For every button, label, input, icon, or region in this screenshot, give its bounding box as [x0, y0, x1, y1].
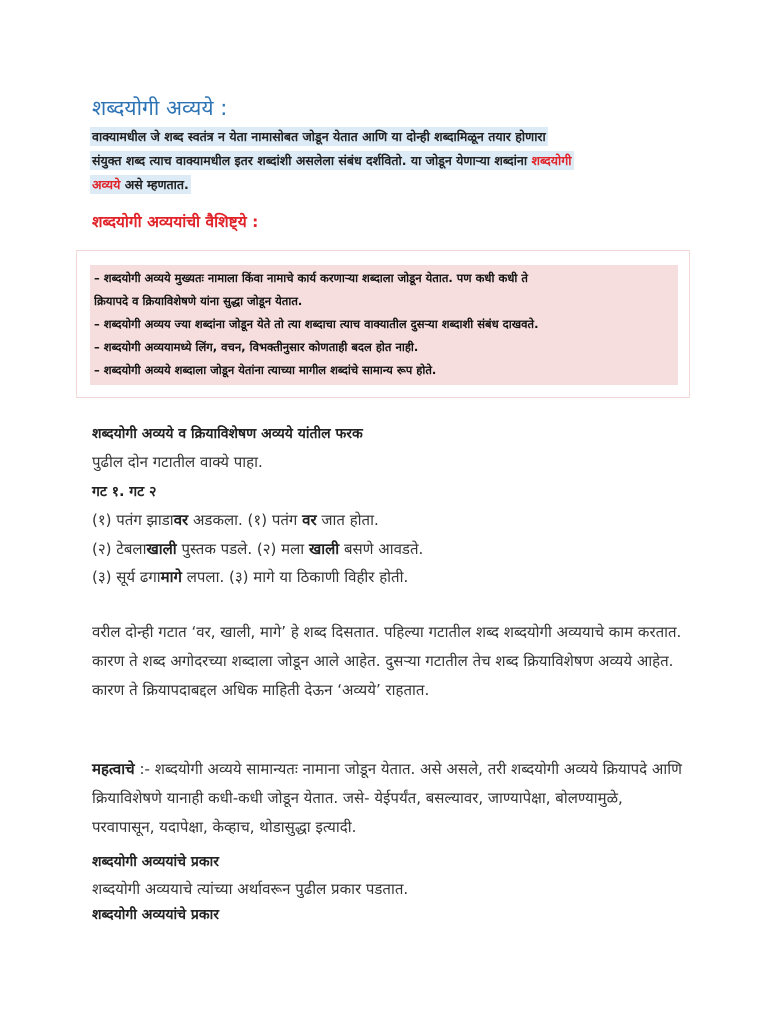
diff-heading: शब्दयोगी अव्यये व क्रियाविशेषण अव्यये यांतील फरक	[92, 426, 363, 442]
example-keyword: वर	[302, 511, 317, 529]
example-row	[92, 539, 682, 559]
example-row	[92, 510, 682, 530]
feature-item: – शब्दयोगी अव्यये मुख्यतः नामाला किंवा नामाचे कार्य करणाऱ्या शब्दाला जोडून येतात. पण कधी कधी ते	[94, 271, 528, 285]
important-label: महत्वाचे	[92, 760, 135, 778]
example-text: (२) टेबला	[92, 540, 147, 558]
example-keyword: खाली	[146, 540, 177, 558]
features-box	[76, 250, 690, 398]
feature-item: – शब्दयोगी अव्यय ज्या शब्दांना जोडून येते तो त्या शब्दाचा त्याच वाक्यातील दुसऱ्या शब्दाशी संबंध दाखवते.	[94, 317, 539, 331]
example-text: (३) सूर्य ढगा	[92, 568, 161, 586]
example-text: अडकला. (१) पतंग	[188, 511, 303, 529]
types-heading: शब्दयोगी अव्ययांचे प्रकार	[92, 854, 219, 870]
example-keyword: खाली	[308, 540, 340, 558]
definition-term-b: अव्यये	[92, 177, 121, 192]
feature-item: – शब्दयोगी अव्यये शब्दाला जोडून येतांना त्याच्या मागील शब्दांचे सामान्य रूप होते.	[94, 363, 437, 377]
explanation-paragraph: वरील दोन्ही गटात ‘वर, खाली, मागे’ हे शब्द दिसतात. पहिल्या गटातील शब्द शब्दयोगी अव्ययाचे काम करतात. कारण ते शब्द अगोदरच्या शब्दाला जोडून आले आहेत. दुसऱ्या गटातील तेच शब्द क्रियाविशेषण अव्यये आहेत. कारण ते क्रियापदाबद्दल अधिक माहिती देऊन ‘अव्यये’ राहतात.	[92, 623, 682, 699]
definition-line-2-text: संयुक्त शब्द त्याच वाक्यामधील इतर शब्दांशी असलेला संबंध दर्शवितो. या जोडून येणाऱ्या शब्दांना	[92, 153, 528, 168]
example-text: जात होता.	[316, 511, 379, 529]
example-text: बसणे आवडते.	[339, 540, 424, 558]
diff-intro: पुढील दोन गटातील वाक्ये पाहा.	[92, 453, 263, 471]
page-title: शब्दयोगी अव्यये :	[92, 96, 228, 120]
definition-line-2	[90, 151, 574, 170]
important-paragraph	[92, 755, 682, 842]
features-list	[90, 265, 678, 385]
important-text: :- शब्दयोगी अव्यये सामान्यतः नामाना जोडून येतात. असे असले, तरी शब्दयोगी अव्यये क्रियापदे आणि क्रियाविशेषणे यानाही कधी-कधी जोडून येतात. जसे- येईपर्यंत, बसल्यावर, जाण्यापेक्षा, बोलण्यामुळे, परवापासून, यदापेक्षा, केव्हाच, थोडासुद्धा इत्यादी.	[92, 760, 682, 836]
features-heading: शब्दयोगी अव्ययांची वैशिष्ट्ये :	[92, 213, 259, 231]
example-text: पुस्तक पडले. (२) मला	[176, 540, 309, 558]
definition-line-1: वाक्यामधील जे शब्द स्वतंत्र न येता नामासोबत जोडून येतात आणि या दोन्ही शब्दामिळून तयार होणारा	[92, 129, 546, 144]
definition-paragraph	[90, 125, 676, 197]
example-keyword: मागे	[160, 568, 182, 586]
feature-item: – शब्दयोगी अव्ययामध्ये लिंग, वचन, विभक्तीनुसार कोणताही बदल होत नाही.	[94, 340, 419, 354]
example-text: (१) पतंग झाडा	[92, 511, 174, 529]
example-keyword: वर	[173, 511, 189, 529]
example-text: लपला. (३) मागे या ठिकाणी विहीर होती.	[181, 568, 409, 586]
feature-item: क्रियापदे व क्रियाविशेषणे यांना सुद्धा जोडून येतात.	[94, 294, 303, 308]
definition-tail: असे म्हणतात.	[124, 177, 189, 192]
example-row	[92, 567, 682, 587]
types-intro: शब्दयोगी अव्ययाचे त्यांच्या अर्थावरून पुढील प्रकार पडतात.	[92, 880, 409, 898]
types-heading-2: शब्दयोगी अव्ययांचे प्रकार	[92, 907, 219, 923]
definition-term-a: शब्दयोगी	[531, 153, 572, 168]
groups-label: गट १. गट २	[92, 484, 157, 500]
definition-line-3	[90, 175, 191, 194]
